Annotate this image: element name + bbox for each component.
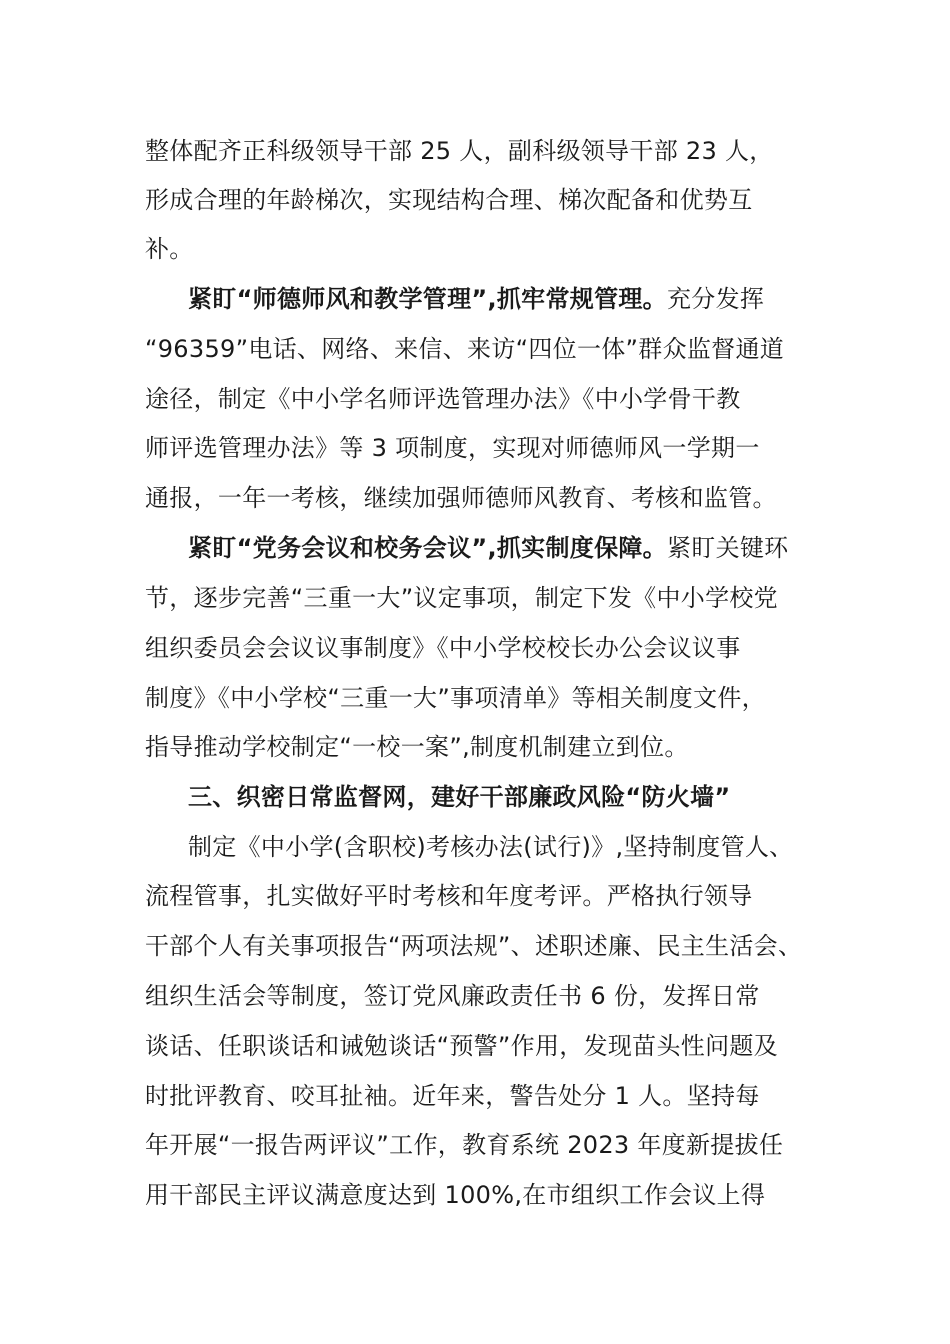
text-line-11: [145, 623, 741, 673]
text-line-2: [145, 175, 753, 225]
text-line-16: [145, 871, 753, 921]
line-6-text: 途径，制定《中小学名师评选管理办法》《中小学骨干教: [145, 385, 741, 413]
line-13-text: 指导推动学校制定“一校一案”,制度机制建立到位。: [145, 733, 689, 761]
line-20-text: 时批评教育、咬耳扯袖。近年来，警告处分 1 人。坚持每: [145, 1082, 760, 1110]
line-17-text: 干部个人有关事项报告“两项法规”、述职述廉、民主生活会、: [145, 932, 803, 960]
line-15-text: 制定《中小学(含职校)考核办法(试行)》,坚持制度管人、: [188, 833, 794, 861]
section-heading-3-text: 三、织密日常监督网，建好干部廉政风险“防火墙”: [188, 783, 731, 811]
paragraph-heading-teacher-ethics: [188, 274, 764, 324]
line-16-text: 流程管事，扎实做好平时考核和年度考评。严格执行领导: [145, 882, 753, 910]
text-line-22: [145, 1170, 765, 1220]
text-line-19: [145, 1021, 778, 1071]
text-line-17: [145, 921, 802, 971]
line-22-text: 用干部民主评议满意度达到 100%,在市组织工作会议上得: [145, 1181, 766, 1209]
text-line-12: [145, 673, 766, 723]
line-2-text: 形成合理的年龄梯次，实现结构合理、梯次配备和优势互: [145, 186, 753, 214]
text-line-1: [145, 126, 774, 176]
line-21-text: 年开展“一报告两评议”工作，教育系统 2023 年度新提拔任: [145, 1131, 784, 1159]
line-18-text: 组织生活会等制度，签订党风廉政责任书 6 份，发挥日常: [145, 982, 760, 1010]
line-3-text: 补。: [145, 235, 194, 263]
line-10-text: 节，逐步完善“三重一大”议定事项，制定下发《中小学校党: [145, 584, 778, 612]
line-4-text: 充分发挥: [666, 285, 765, 313]
text-line-7: [145, 423, 760, 473]
line-19-text: 谈话、任职谈话和诫勉谈话“预警”作用，发现苗头性问题及: [145, 1032, 778, 1060]
section-heading-3: [188, 772, 730, 822]
bold-lead-party-affairs: 紧盯“党务会议和校务会议”,抓实制度保障。: [188, 534, 667, 562]
text-line-18: [145, 971, 760, 1021]
text-line-21: [145, 1120, 783, 1170]
bold-lead-teacher-ethics: 紧盯“师德师风和教学管理”,抓牢常规管理。: [188, 285, 667, 313]
text-line-15: [188, 822, 793, 872]
paragraph-heading-party-affairs: [188, 523, 788, 573]
text-line-8: [145, 473, 777, 523]
line-12-text: 制度》《中小学校“三重一大”事项清单》等相关制度文件，: [145, 684, 766, 712]
text-line-13: [145, 722, 689, 772]
line-9-text: 紧盯关键环: [666, 534, 789, 562]
text-line-10: [145, 573, 778, 623]
line-7-text: 师评选管理办法》等 3 项制度，实现对师德师风一学期一: [145, 434, 760, 462]
line-1-text: 整体配齐正科级领导干部 25 人，副科级领导干部 23 人，: [145, 137, 774, 165]
line-8-text: 通报，一年一考核，继续加强师德师风教育、考核和监管。: [145, 484, 777, 512]
line-11-text: 组织委员会会议议事制度》《中小学校校长办公会议议事: [145, 634, 741, 662]
text-line-20: [145, 1071, 760, 1121]
text-line-6: [145, 374, 741, 424]
text-line-5: [145, 324, 784, 374]
text-line-3: [145, 224, 194, 274]
line-5-text: “96359”电话、网络、来信、来访“四位一体”群众监督通道: [145, 335, 785, 363]
